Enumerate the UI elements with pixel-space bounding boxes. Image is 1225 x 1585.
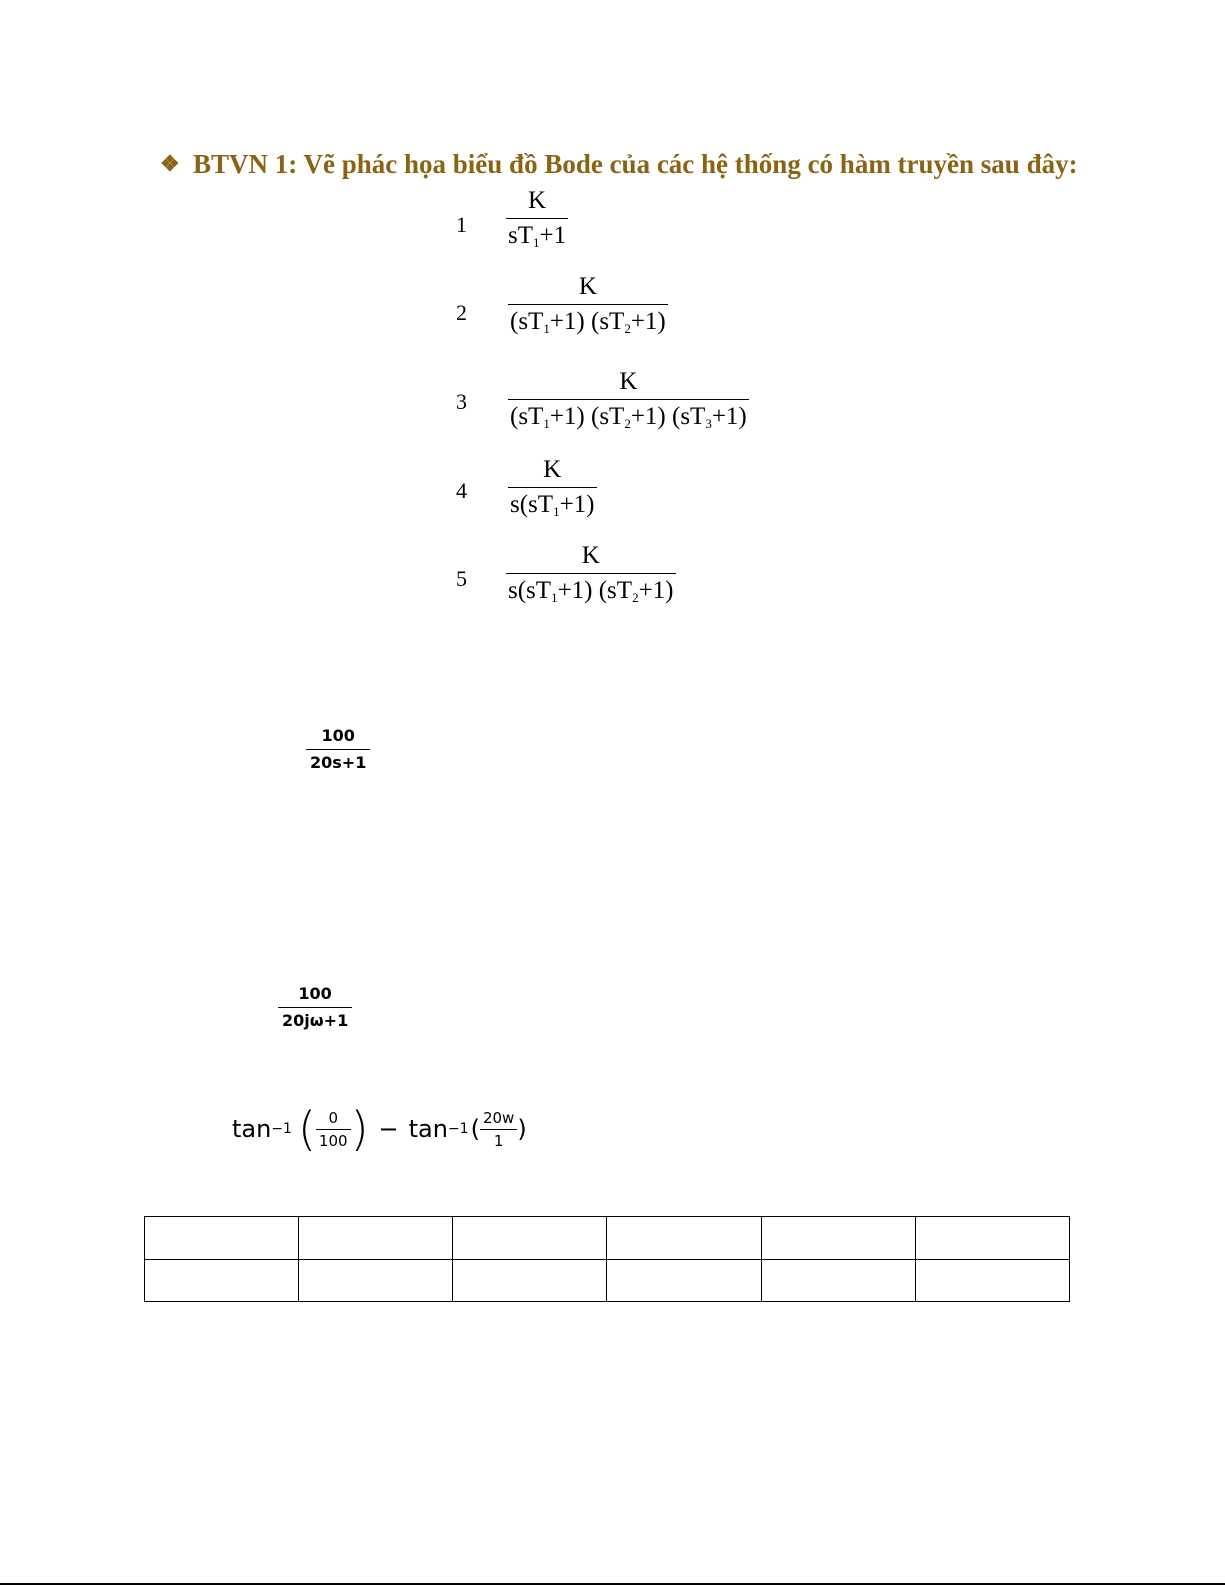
- transfer-function-5: [506, 541, 676, 613]
- table-cell: [915, 1259, 1069, 1302]
- example-numerator: 100: [321, 726, 355, 745]
- tf-denominator: $(sT_1+1)$ $(sT_2+1)$: [510, 308, 666, 336]
- tf-numerator: K: [578, 273, 597, 300]
- heading-text: BTVN 1: Vẽ phác họa biểu đồ Bode của các hệ thống có hàm truyền sau đây:: [193, 149, 1078, 179]
- tf-numerator: K: [543, 456, 562, 483]
- tf-number: 1: [456, 212, 467, 237]
- tf-denominator: $(sT_1+1)$ $(sT_2+1)$ $(sT_3+1)$: [510, 403, 747, 431]
- tf-denominator: $s(sT_1+1)$ $(sT_2+1)$: [508, 577, 674, 605]
- bode-values-table: [144, 1216, 1070, 1302]
- example-denominator: 20s+1: [310, 753, 367, 772]
- table-cell: [299, 1217, 453, 1260]
- tf-denominator: $sT_1+1$: [508, 222, 567, 250]
- transfer-function-3: [508, 367, 749, 439]
- table-cell: [145, 1217, 299, 1260]
- transfer-function-4: [508, 455, 597, 527]
- table-row: [145, 1259, 1070, 1302]
- table-cell: [761, 1259, 915, 1302]
- table-cell: [453, 1259, 607, 1302]
- tf-number: 5: [456, 566, 467, 591]
- tf-numerator: K: [619, 368, 638, 395]
- tf-numerator: K: [528, 187, 547, 214]
- diamond-bullet-icon: ❖: [160, 151, 180, 176]
- tf-number: 4: [456, 478, 467, 503]
- tf-numerator: K: [581, 542, 600, 569]
- table-cell: [145, 1259, 299, 1302]
- table-cell: [607, 1259, 761, 1302]
- freq-numerator: 100: [298, 984, 332, 1003]
- example-transfer-function: [306, 726, 370, 773]
- tf-number: 3: [456, 389, 467, 414]
- exercise-heading: [160, 146, 1090, 182]
- table-row: [145, 1217, 1070, 1260]
- tf-denominator: $s(sT_1+1)$: [510, 491, 595, 519]
- table-cell: [299, 1259, 453, 1302]
- tf-number: 2: [456, 300, 467, 325]
- freq-denominator: 20jω+1: [282, 1011, 349, 1030]
- transfer-function-2: [508, 272, 668, 344]
- phase-fraction-1: $\frac{0}{100}$: [316, 1109, 351, 1150]
- phase-fraction-2: $\frac{20w}{1}$: [480, 1109, 517, 1150]
- phase-formula: tan −1 ( $\frac{0}{100}$ ) − tan −1 ( $\frac{20w}{1}$ ): [232, 1102, 527, 1156]
- table-cell: [607, 1217, 761, 1260]
- transfer-function-1: [506, 186, 568, 258]
- example-frequency-response: [278, 984, 352, 1031]
- table-cell: [453, 1217, 607, 1260]
- table-cell: [761, 1217, 915, 1260]
- table-cell: [915, 1217, 1069, 1260]
